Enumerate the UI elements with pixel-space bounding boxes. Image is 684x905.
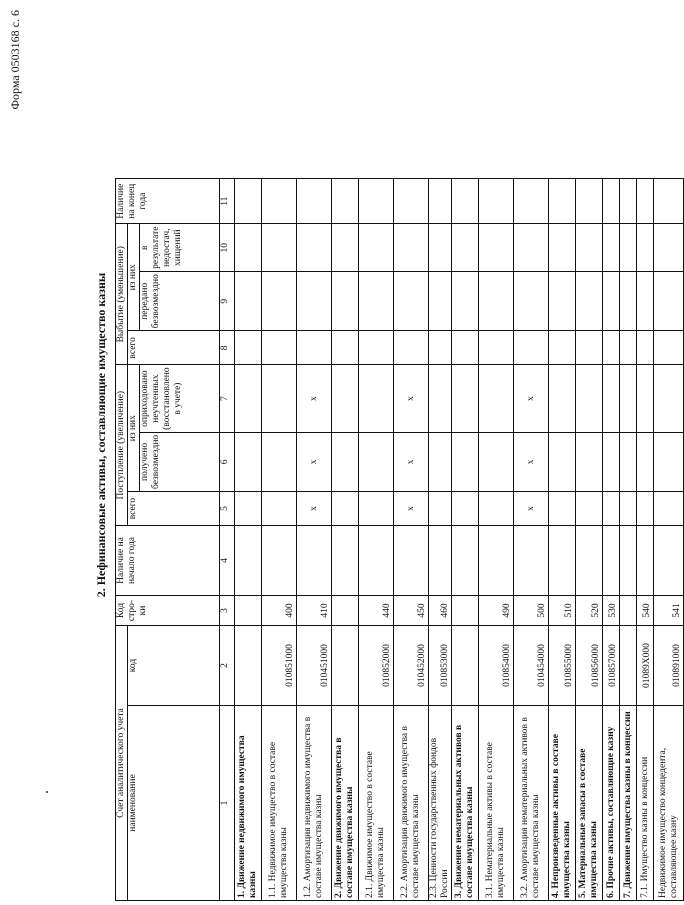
row-name: 2. Движение движимого имущества в составе имущества казны <box>332 706 359 901</box>
empty-cell <box>549 272 576 331</box>
row-code: 01089X000 <box>637 626 654 706</box>
row-code: 010891000 <box>654 626 684 706</box>
column-number: 4 <box>220 526 235 596</box>
empty-cell <box>429 526 452 596</box>
header-decrease-free: передано безвозмездно <box>140 272 220 331</box>
header-start-balance: Наличие на начало года <box>116 526 220 596</box>
row-mark <box>429 492 452 526</box>
empty-cell <box>452 331 479 365</box>
empty-cell <box>394 272 429 331</box>
header-decrease-of-them: из них <box>128 224 140 331</box>
row-mark <box>549 432 576 491</box>
row-line-code: 540 <box>637 596 654 626</box>
empty-cell <box>620 526 637 596</box>
empty-cell <box>603 224 620 272</box>
row-mark <box>479 492 514 526</box>
header-increase-of-them: из них <box>128 365 140 492</box>
row-line-code <box>620 596 637 626</box>
empty-cell <box>637 331 654 365</box>
row-mark <box>452 432 479 491</box>
empty-cell <box>429 224 452 272</box>
table-row <box>235 179 262 901</box>
header-increase-free: получено безвозмездно <box>140 432 220 491</box>
empty-cell <box>479 224 514 272</box>
empty-cell <box>514 331 549 365</box>
row-line-code: 450 <box>394 596 429 626</box>
empty-cell <box>297 331 332 365</box>
empty-cell <box>359 179 394 224</box>
empty-cell <box>262 272 297 331</box>
empty-cell <box>235 179 262 224</box>
empty-cell <box>332 272 359 331</box>
header-increase: Поступление (увеличение) <box>116 365 128 526</box>
row-mark <box>603 365 620 432</box>
table-row <box>429 179 452 901</box>
table-row <box>637 179 654 901</box>
empty-cell <box>637 272 654 331</box>
row-mark <box>479 432 514 491</box>
row-mark: x <box>394 432 429 491</box>
row-mark <box>603 492 620 526</box>
row-code: 010857000 <box>603 626 620 706</box>
row-name: 1.2. Амортизация недвижимого имущества в составе имущества казны <box>297 706 332 901</box>
row-mark <box>429 365 452 432</box>
row-mark <box>549 365 576 432</box>
row-mark <box>576 432 603 491</box>
row-name: 2.3. Ценности государственных фондов России <box>429 706 452 901</box>
row-mark: x <box>394 365 429 432</box>
empty-cell <box>452 224 479 272</box>
empty-cell <box>654 272 684 331</box>
row-line-code: 410 <box>297 596 332 626</box>
row-line-code: 510 <box>549 596 576 626</box>
row-mark <box>235 492 262 526</box>
empty-cell <box>576 526 603 596</box>
row-code: 010855000 <box>549 626 576 706</box>
empty-cell <box>452 179 479 224</box>
row-name: 3.1. Нематериальные активы в составе имущества казны <box>479 706 514 901</box>
row-line-code: 490 <box>479 596 514 626</box>
row-mark <box>429 432 452 491</box>
empty-cell <box>603 272 620 331</box>
row-mark <box>620 365 637 432</box>
empty-cell <box>479 179 514 224</box>
row-code: 010852000 <box>359 626 394 706</box>
row-name: Недвижимое имущество концедента, составляющее казну <box>654 706 684 901</box>
row-mark <box>654 432 684 491</box>
row-line-code: 541 <box>654 596 684 626</box>
empty-cell <box>514 224 549 272</box>
row-name: 1. Движение недвижимого имущества казны <box>235 706 262 901</box>
empty-cell <box>262 331 297 365</box>
row-name: 3.2. Амортизация нематериальных активов в составе имущества казны <box>514 706 549 901</box>
table-row <box>514 179 549 901</box>
row-line-code: 500 <box>514 596 549 626</box>
row-mark <box>235 432 262 491</box>
header-increase-found: оприходовано неучтенных (восстановлено в учете) <box>140 365 220 432</box>
empty-cell <box>514 179 549 224</box>
empty-cell <box>603 331 620 365</box>
empty-cell <box>637 224 654 272</box>
empty-cell <box>479 272 514 331</box>
empty-cell <box>549 331 576 365</box>
row-name: 6. Прочие активы, составляющие казну <box>603 706 620 901</box>
row-code: 010454000 <box>514 626 549 706</box>
empty-cell <box>620 179 637 224</box>
column-number: 8 <box>220 331 235 365</box>
row-mark <box>262 432 297 491</box>
empty-cell <box>479 526 514 596</box>
header-line-code: Код стро-ки <box>116 596 220 626</box>
table-row <box>394 179 429 901</box>
row-code <box>452 626 479 706</box>
empty-cell <box>394 224 429 272</box>
empty-cell <box>620 224 637 272</box>
form-number: Форма 0503168 с. 6 <box>8 10 22 110</box>
empty-cell <box>235 224 262 272</box>
row-line-code <box>452 596 479 626</box>
row-mark <box>332 492 359 526</box>
row-name: 7.1. Имущество казны в концессии <box>637 706 654 901</box>
row-mark: x <box>297 432 332 491</box>
empty-cell <box>429 179 452 224</box>
empty-cell <box>235 526 262 596</box>
row-code: 010853000 <box>429 626 452 706</box>
header-decrease-loss: в результате недостач, хищений <box>140 224 220 272</box>
table-row <box>359 179 394 901</box>
header-name: наименование <box>128 706 220 901</box>
table-row <box>654 179 684 901</box>
empty-cell <box>452 526 479 596</box>
column-number: 3 <box>220 596 235 626</box>
empty-cell <box>262 224 297 272</box>
empty-cell <box>637 526 654 596</box>
row-name: 7. Движение имущества казны в концессии <box>620 706 637 901</box>
row-mark <box>654 492 684 526</box>
empty-cell <box>359 331 394 365</box>
row-mark <box>637 492 654 526</box>
header-increase-total: всего <box>128 492 220 526</box>
row-line-code <box>332 596 359 626</box>
row-mark <box>637 432 654 491</box>
empty-cell <box>297 224 332 272</box>
empty-cell <box>479 331 514 365</box>
empty-cell <box>297 272 332 331</box>
header-account: Счет аналитического учета <box>116 626 128 901</box>
row-mark <box>359 492 394 526</box>
empty-cell <box>654 526 684 596</box>
empty-cell <box>394 179 429 224</box>
section-title: 2. Нефинансовые активы, составляющие имущество казны <box>94 272 108 598</box>
empty-cell <box>576 224 603 272</box>
row-code <box>620 626 637 706</box>
row-code <box>332 626 359 706</box>
table-row <box>620 179 637 901</box>
row-line-code: 520 <box>576 596 603 626</box>
empty-cell <box>549 526 576 596</box>
row-name: 1.1. Недвижимое имущество в составе имущества казны <box>262 706 297 901</box>
empty-cell <box>452 272 479 331</box>
column-number: 1 <box>220 706 235 901</box>
row-name: 2.1. Движимое имущество в составе имущества казны <box>359 706 394 901</box>
header-end-balance: Наличие на конец года <box>116 179 220 224</box>
row-mark <box>620 432 637 491</box>
empty-cell <box>235 272 262 331</box>
column-number: 7 <box>220 365 235 432</box>
empty-cell <box>603 526 620 596</box>
empty-cell <box>549 179 576 224</box>
row-mark: x <box>394 492 429 526</box>
empty-cell <box>429 272 452 331</box>
row-line-code: 460 <box>429 596 452 626</box>
column-number: 5 <box>220 492 235 526</box>
empty-cell <box>654 179 684 224</box>
empty-cell <box>359 272 394 331</box>
scan-speck <box>46 791 48 793</box>
column-number: 2 <box>220 626 235 706</box>
row-line-code: 530 <box>603 596 620 626</box>
row-mark <box>359 432 394 491</box>
row-mark: x <box>297 365 332 432</box>
table-body <box>235 179 684 901</box>
table-row <box>549 179 576 901</box>
empty-cell <box>359 224 394 272</box>
row-mark <box>479 365 514 432</box>
header-code: код <box>128 626 220 706</box>
row-mark <box>262 365 297 432</box>
row-code: 010851000 <box>262 626 297 706</box>
empty-cell <box>394 331 429 365</box>
row-name: 5. Материальные запасы в составе имущества казны <box>576 706 603 901</box>
row-mark <box>603 432 620 491</box>
empty-cell <box>654 224 684 272</box>
empty-cell <box>332 526 359 596</box>
table-row <box>332 179 359 901</box>
row-line-code <box>235 596 262 626</box>
row-mark <box>235 365 262 432</box>
row-mark <box>576 492 603 526</box>
empty-cell <box>576 179 603 224</box>
empty-cell <box>297 179 332 224</box>
empty-cell <box>576 272 603 331</box>
row-name: 2.2. Амортизация движимого имущества в составе имущества казны <box>394 706 429 901</box>
row-mark <box>452 365 479 432</box>
row-mark: x <box>514 492 549 526</box>
row-code: 010451000 <box>297 626 332 706</box>
row-name: 3. Движение нематериальных активов в составе имущества казны <box>452 706 479 901</box>
header-decrease: Выбытие (уменьшение) <box>116 224 128 365</box>
empty-cell <box>332 331 359 365</box>
row-mark <box>332 432 359 491</box>
row-mark <box>549 492 576 526</box>
empty-cell <box>514 526 549 596</box>
table-row <box>452 179 479 901</box>
table-row <box>262 179 297 901</box>
empty-cell <box>429 331 452 365</box>
row-code: 010856000 <box>576 626 603 706</box>
row-code: 010452000 <box>394 626 429 706</box>
empty-cell <box>332 224 359 272</box>
row-mark <box>332 365 359 432</box>
column-number: 6 <box>220 432 235 491</box>
row-mark: x <box>297 492 332 526</box>
empty-cell <box>394 526 429 596</box>
table-row <box>297 179 332 901</box>
row-code: 010854000 <box>479 626 514 706</box>
empty-cell <box>359 526 394 596</box>
empty-cell <box>549 224 576 272</box>
empty-cell <box>637 179 654 224</box>
table-row <box>603 179 620 901</box>
empty-cell <box>262 179 297 224</box>
row-mark <box>576 365 603 432</box>
row-mark <box>620 492 637 526</box>
empty-cell <box>235 331 262 365</box>
empty-cell <box>297 526 332 596</box>
empty-cell <box>654 331 684 365</box>
row-name: 4. Непроизведенные активы в составе имущества казны <box>549 706 576 901</box>
row-line-code: 400 <box>262 596 297 626</box>
table-row <box>479 179 514 901</box>
empty-cell <box>620 331 637 365</box>
row-mark <box>452 492 479 526</box>
empty-cell <box>576 331 603 365</box>
row-code <box>235 626 262 706</box>
header-decrease-total: всего <box>128 331 220 365</box>
empty-cell <box>332 179 359 224</box>
row-mark <box>637 365 654 432</box>
row-mark: x <box>514 432 549 491</box>
empty-cell <box>514 272 549 331</box>
column-number: 11 <box>220 179 235 224</box>
table-row <box>576 179 603 901</box>
row-line-code: 440 <box>359 596 394 626</box>
assets-table <box>115 178 684 901</box>
column-number: 10 <box>220 224 235 272</box>
empty-cell <box>620 272 637 331</box>
row-mark <box>359 365 394 432</box>
empty-cell <box>603 179 620 224</box>
row-mark <box>262 492 297 526</box>
row-mark: x <box>514 365 549 432</box>
empty-cell <box>262 526 297 596</box>
column-number: 9 <box>220 272 235 331</box>
row-mark <box>654 365 684 432</box>
